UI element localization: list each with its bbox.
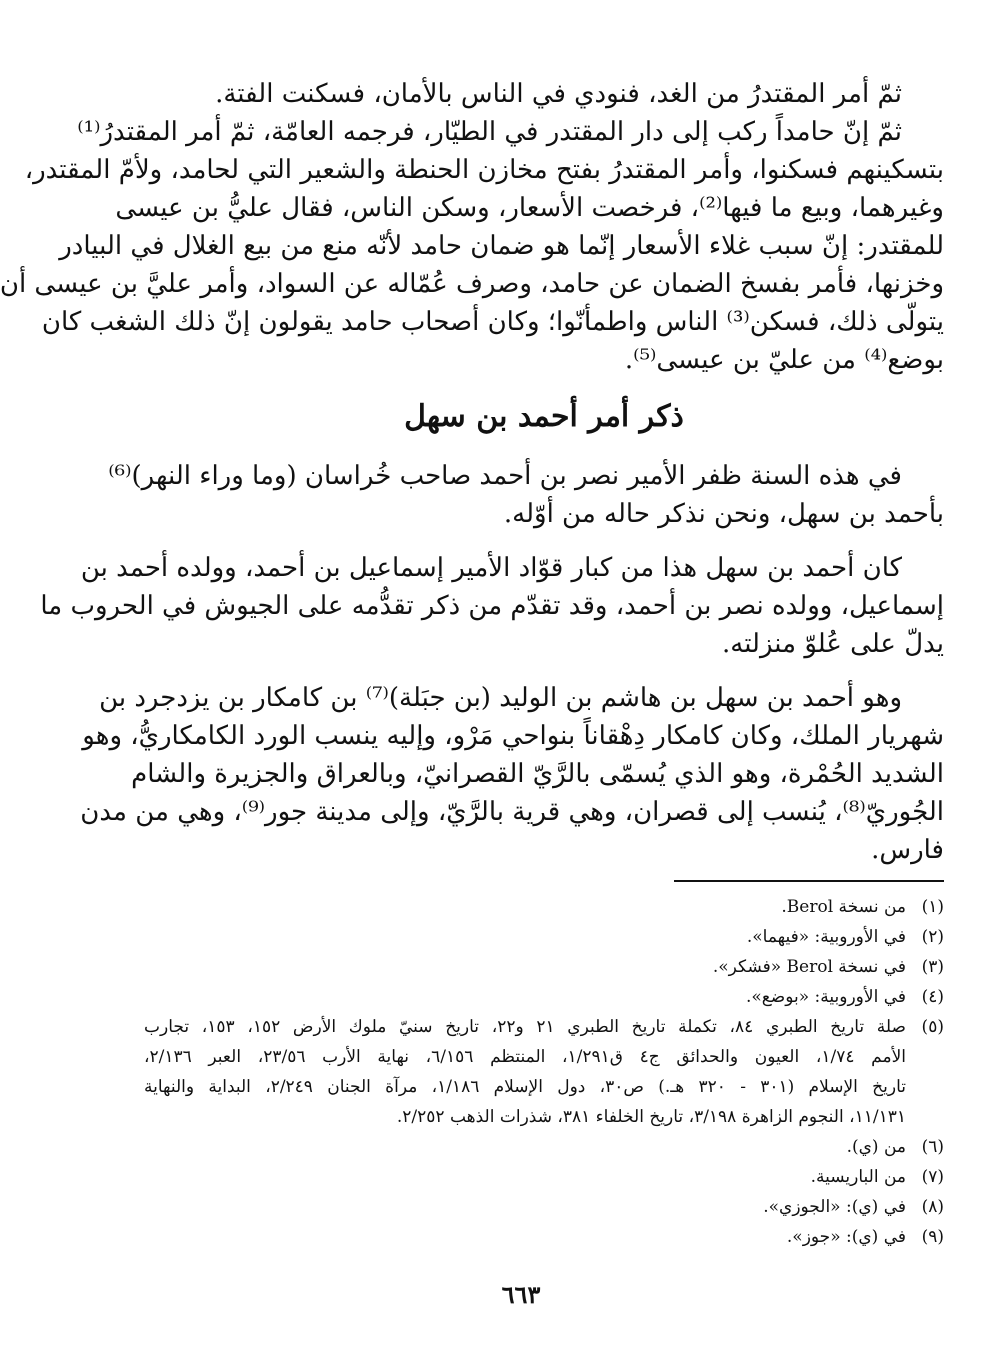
footnote-text: من (ي). [846,1137,906,1157]
body-line: يدلّ على عُلوّ منزلته. [721,629,944,659]
section-heading: ذكر أمر أحمد بن سهل [404,399,684,434]
footnote [144,1012,944,1042]
footnote [144,982,944,1012]
footnote-number: (٢) [921,927,944,947]
footnote-number: (٧) [921,1167,944,1187]
body-line: بتسكينهم فسكنوا، وأمر المقتدرُ بفتح مخازن الحنطة والشعير التي لحامد، ولأمّ المقتدر، [24,155,944,185]
body-line: كان أحمد بن سهل هذا من كبار قوّاد الأمير إسماعيل بن أحمد، وولده أحمد بن [80,553,902,583]
body-line: ثمّ أمر المقتدرُ من الغد، فنودي في الناس بالأمان، فسكنت الفتة. [215,79,902,109]
body-line: ثمّ إنّ حامداً ركب إلى دار المقتدر في الطيّار، فرجمه العامّة، ثمّ أمر المقتدرُ⁽¹⁾ [77,117,902,147]
main-text [0,75,944,869]
footnote-number: (٦) [921,1137,944,1157]
footnote-continuation: الأمم ١/٧٤، العيون والحدائق ج٤ ق١/٢٩١، المنتظم ٦/١٥٦، نهاية الأرب ٢٣/٥٦، العبر ٢/١٣٦، [144,1047,906,1067]
footnote [144,1192,944,1222]
body-line: بأحمد بن سهل، ونحن نذكر حاله من أوّله. [503,499,944,529]
body-line: بوضع⁽⁴⁾ من عليّ بن عيسى⁽⁵⁾. [624,345,944,375]
footnote-text: في (ي): «جوز». [786,1227,906,1247]
footnote-text: في نسخة Berol «فشكر». [712,957,906,977]
footnote-text: في الأوروبية: «بوضع». [745,987,906,1007]
footnote [144,892,944,922]
footnote-text: من الباريسية. [810,1167,906,1187]
body-line: الجُوريّ⁽⁸⁾، يُنسب إلى قصران، وهي قرية بالرَّيّ، وإلى مدينة جور⁽⁹⁾، وهي من مدن [80,797,944,827]
footnote-text: صلة تاريخ الطبري ٨٤، تكملة تاريخ الطبري ٢١ و٢٢، تاريخ سنيّ ملوك الأرض ١٥٢، ١٥٣، تجارب [144,1017,906,1037]
footnote-text: في (ي): «الجوزي». [763,1197,906,1217]
page-number: ٦٦٣ [501,1280,541,1309]
footnote-number: (٤) [921,987,944,1007]
footnotes [144,892,944,1252]
footnote-text: من نسخة Berol. [781,897,906,917]
footnote [144,1132,944,1162]
body-line: وهو أحمد بن سهل بن هاشم بن الوليد (بن جبَلة)⁽⁷⁾ بن كامكار بن يزدجرد بن [99,683,902,713]
footnote-number: (٩) [921,1227,944,1247]
body-line: فارس. [871,835,944,865]
body-line: في هذه السنة ظفر الأمير نصر بن أحمد صاحب خُراسان (وما وراء النهر)⁽⁶⁾ [108,461,902,491]
footnote-number: (٣) [921,957,944,977]
body-line: يتولّى ذلك، فسكن⁽³⁾ الناس واطمأنّوا؛ وكان أصحاب حامد يقولون إنّ ذلك الشغب كان [41,307,944,337]
footnote-number: (٨) [921,1197,944,1217]
body-line: للمقتدر: إنّ سبب غلاء الأسعار إنّما هو ضمان حامد لأنّه منع من بيع الغلال في البيادر [59,231,944,261]
body-line: الشديد الحُمْرة، وهو الذي يُسمّى بالرَّيّ القصرانيّ، وبالعراق والجزيرة والشام [131,759,944,789]
body-line: وخزنها، فأمر بفسخ الضمان عن حامد، وصرف عُمّاله عن السواد، وأمر عليَّ بن عيسى أن [0,269,944,299]
footnote-continuation: تاريخ الإسلام (٣٠١ - ٣٢٠ هـ.) ص٣٠، دول الإسلام ١/١٨٦، مرآة الجنان ٢/٢٤٩، البداية والنهاية [144,1077,906,1097]
footnote [144,1162,944,1192]
footnote-number: (١) [921,897,944,917]
footnote-continuation: ١١/١٣١، النجوم الزاهرة ٣/١٩٨، تاريخ الخلفاء ٣٨١، شذرات الذهب ٢/٢٥٢. [396,1107,906,1127]
footnote [144,952,944,982]
footnote-text: في الأوروبية: «فيهما». [746,927,906,947]
footnote-divider [674,880,944,882]
footnote [144,1222,944,1252]
footnote [144,922,944,952]
body-line: شهريار الملك، وكان كامكار دِهْقاناً بنواحي مَرْو، وإليه ينسب الورد الكامكاريُّ، وهو [82,721,944,751]
footnote-number: (٥) [921,1017,944,1037]
body-line: إسماعيل، وولده نصر بن أحمد، وقد تقدّم من ذكر تقدُّمه على الجيوش في الحروب ما [40,591,944,621]
body-line: وغيرهما، وبيع ما فيها⁽²⁾، فرخصت الأسعار، وسكن الناس، فقال عليُّ بن عيسى [115,193,944,223]
